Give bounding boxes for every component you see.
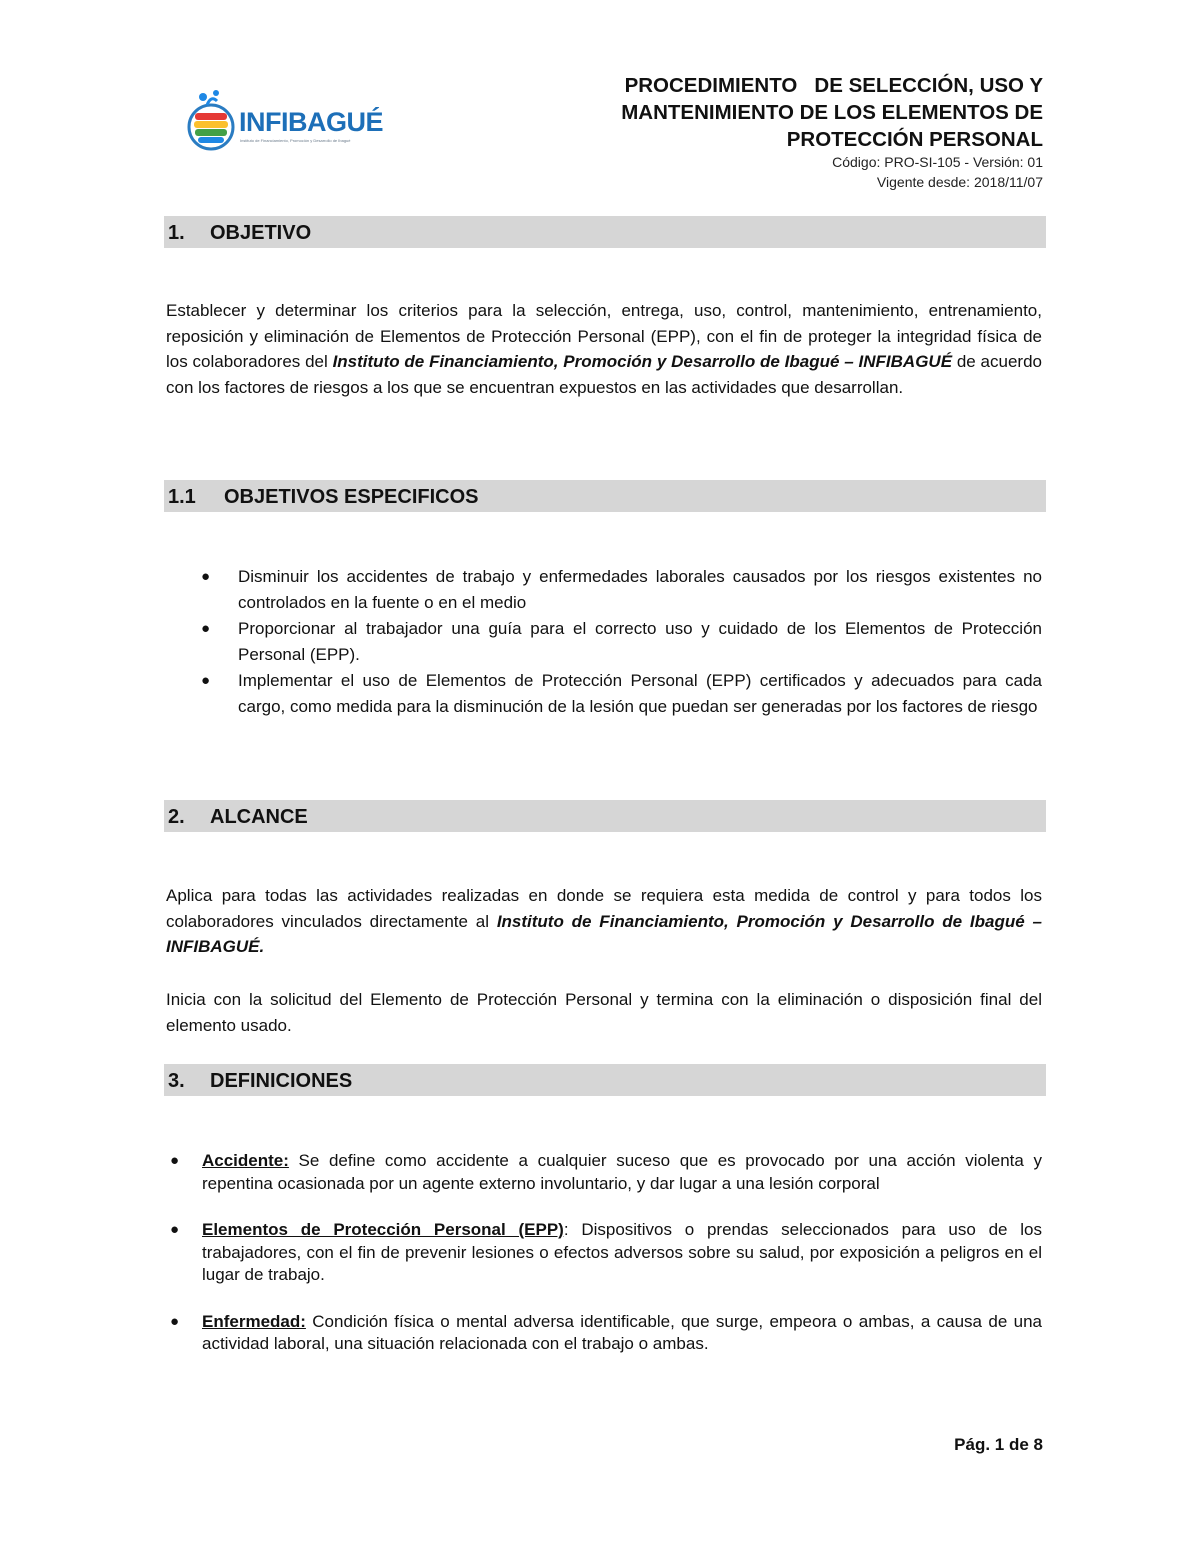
institution-name: Instituto de Financiamiento, Promoción y Desarrollo de Ibagué – INFIBAGUÉ [332,352,953,371]
bullet-icon: ● [170,1221,180,1238]
definition-item [168,1219,1042,1287]
logo-tagline: Instituto de Financiamiento, Promoción y Desarrollo de Ibagué [240,138,351,143]
alcance-paragraph-2: Inicia con la solicitud del Elemento de Protección Personal y termina con la eliminación o disposición final del elemento usado. [166,990,1042,1035]
section-number: 1. [168,222,185,244]
list-item-text: Proporcionar al trabajador una guía para el correcto uso y cuidado de los Elementos de Protección Personal (EPP). [238,619,1042,664]
section-heading-alcance [164,800,1046,832]
definition-item [168,1311,1042,1356]
bullet-icon: ● [201,620,211,637]
document-meta [832,152,1043,192]
list-item [198,668,1042,720]
definition-term: Elementos de Protección Personal (EPP) [202,1220,564,1239]
section-title: OBJETIVOS ESPECIFICOS [224,486,479,508]
definition-item [168,1150,1042,1195]
section-number: 1.1 [168,486,196,508]
section-heading-objetivo [164,216,1046,248]
objetivo-paragraph [166,298,1042,400]
bullet-icon: ● [170,1152,180,1169]
logo-wordmark: INFIBAGUÉ [239,107,383,137]
section-title: OBJETIVO [210,222,312,244]
institution-name: Instituto de Financiamiento, Promoción y Desarrollo de Ibagué – INFIBAGUÉ. [166,911,1042,956]
specific-objectives-list [198,564,1042,720]
section-heading-definiciones [164,1064,1046,1096]
list-item-text: Disminuir los accidentes de trabajo y enfermedades laborales causados por los riesgos existentes no controlados en la fuente o en el medio [238,567,1042,612]
definition-term: Enfermedad: [202,1311,306,1331]
section-number: 2. [168,806,185,828]
section-heading-especificos [164,480,1046,512]
definition-term: Accidente: [202,1151,289,1170]
definitions-list [168,1150,1042,1380]
objetivo-text-end: de acuerdo con los factores de riesgos a los que se encuentran expuestos en las actividades que desarrollan. [166,352,1042,397]
alcance-text: Aplica para todas las actividades realizadas en donde se requiera esta medida de control y para todos los colaboradores vinculados directamente al [166,886,1042,931]
title-line-1: PROCEDIMIENTO DE SELECCIÓN, USO Y [624,74,1043,97]
list-item [198,616,1042,668]
objetivo-text: Establecer y determinar los criterios para la selección, entrega, uso, control, mantenimiento, entrenamiento, reposición y eliminación de Elementos de Protección Personal (EPP), con el fin de proteger la integridad física de los colaboradores del [166,301,1042,371]
definition-text: Condición física o mental adversa identificable, que surge, empeora o ambas, a causa de una actividad laboral, una situación relacionada con el trabajo o ambas. [202,1311,1042,1353]
bullet-icon: ● [201,672,211,689]
title-line-3: PROTECCIÓN PERSONAL [786,128,1043,151]
page-number: Pág. 1 de 8 [954,1435,1043,1454]
bullet-icon: ● [201,568,211,585]
logo-emblem-icon [183,83,239,159]
list-item [198,564,1042,616]
section-title: ALCANCE [210,806,308,828]
alcance-paragraph-1 [166,883,1042,960]
bullet-icon: ● [170,1312,180,1330]
document-code: Código: PRO-SI-105 - Versión: 01 [832,154,1043,170]
definition-text: : Dispositivos o prendas seleccionados para uso de los trabajadores, con el fin de prevenir lesiones o efectos adversos sobre su salud, por exposición a peligros en el lugar de trabajo. [202,1220,1042,1284]
list-item-text: Implementar el uso de Elementos de Protección Personal (EPP) certificados y adecuados para cada cargo, como medida para la disminución de la lesión que puedan ser generadas por los factores de riesgo [238,671,1042,716]
infibague-logo [183,83,383,159]
section-number: 3. [168,1070,185,1092]
title-line-2: MANTENIMIENTO DE LOS ELEMENTOS DE [621,101,1043,124]
document-valid-from: Vigente desde: 2018/11/07 [876,174,1043,190]
document-title [483,72,1043,153]
definition-text: Se define como accidente a cualquier suceso que es provocado por una acción violenta y repentina ocasionada por un agente externo involuntario, y dar lugar a una lesión corporal [202,1151,1042,1193]
section-title: DEFINICIONES [210,1070,353,1092]
